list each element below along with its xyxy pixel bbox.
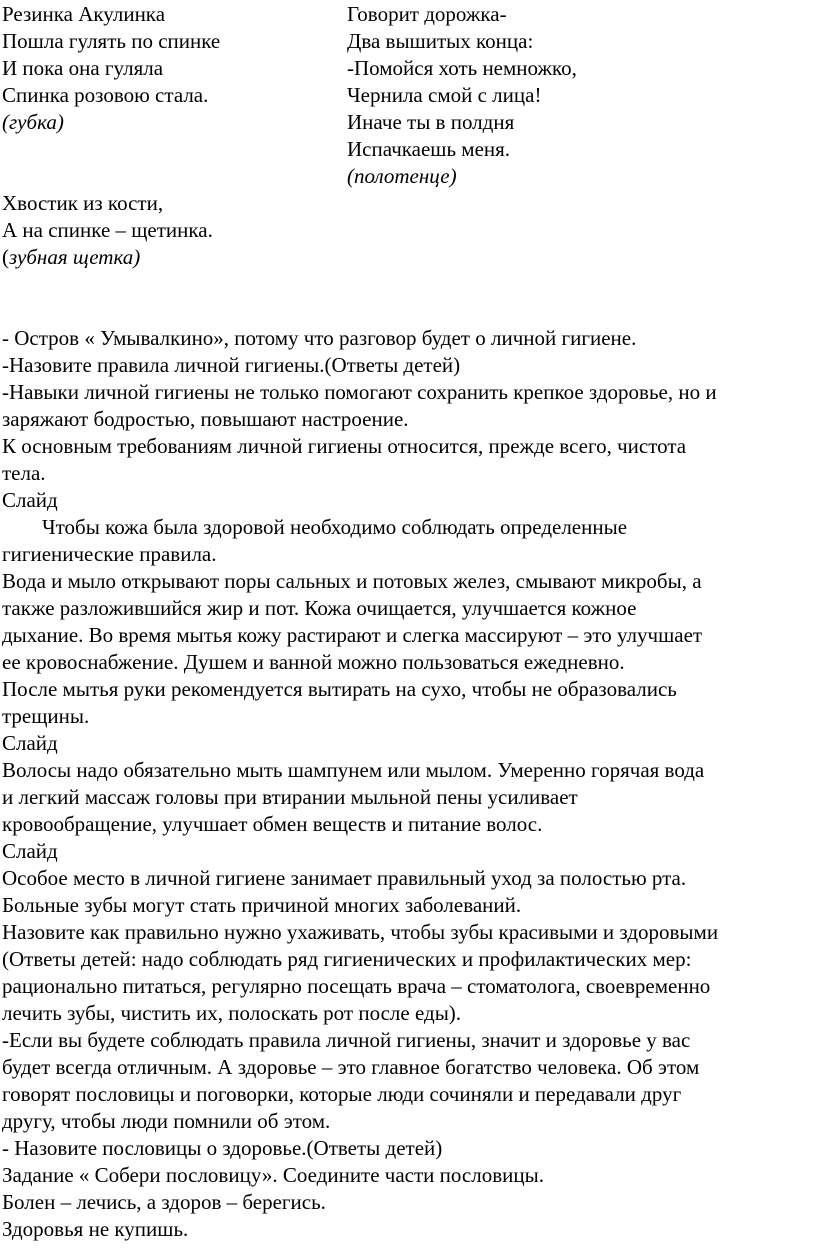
riddle-line: Иначе ты в полдня <box>347 110 515 134</box>
text-line: будет всегда отличным. А здоровье – это главное богатство человека. Об этом <box>2 1055 700 1079</box>
text-line: Волосы надо обязательно мыть шампунем или мылом. Умеренно горячая вода <box>2 758 705 782</box>
riddle-line: Хвостик из кости, <box>2 191 164 215</box>
riddle-line: Говорит дорожка- <box>347 2 507 26</box>
text-line: (Ответы детей: надо соблюдать ряд гигиенических и профилактических мер: <box>2 947 692 971</box>
riddles-right-column <box>347 1 807 190</box>
riddle-line: -Помойся хоть немножко, <box>347 56 577 80</box>
riddles-left-column <box>2 1 332 271</box>
slide-marker: Слайд <box>2 488 58 512</box>
text-line: - Остров « Умывалкино», потому что разговор будет о личной гигиене. <box>2 326 637 350</box>
text-line: и легкий массаж головы при втирании мыльной пены усиливает <box>2 785 578 809</box>
riddle-sponge <box>2 1 332 136</box>
riddle-answer: (губка) <box>2 110 64 134</box>
text-line: заряжают бодростью, повышают настроение. <box>2 407 409 431</box>
slide-marker: Слайд <box>2 731 58 755</box>
riddle-toothbrush <box>2 190 332 271</box>
text-line: После мытья руки рекомендуется вытирать на сухо, чтобы не образовались <box>2 677 677 701</box>
text-line: говорят пословицы и поговорки, которые люди сочиняли и передавали друг <box>2 1082 682 1106</box>
riddle-answer-text: зубная щетка) <box>9 245 141 269</box>
text-line: рационально питаться, регулярно посещать врача – стоматолога, своевременно <box>2 974 711 998</box>
text-line: ее кровоснабжение. Душем и ванной можно пользоваться ежедневно. <box>2 650 625 674</box>
slide-marker: Слайд <box>2 839 58 863</box>
text-line: Задание « Собери пословицу». Соедините части пословицы. <box>2 1163 544 1187</box>
riddle-line: Чернила смой с лица! <box>347 83 542 107</box>
riddle-towel <box>347 1 807 190</box>
riddle-line: Резинка Акулинка <box>2 2 166 26</box>
text-line: Больные зубы могут стать причиной многих заболеваний. <box>2 893 522 917</box>
riddle-line: И пока она гуляла <box>2 56 164 80</box>
text-line: трещины. <box>2 704 90 728</box>
riddle-answer: (полотенце) <box>347 164 457 188</box>
text-line: Назовите как правильно нужно ухаживать, чтобы зубы красивыми и здоровыми <box>2 920 719 944</box>
riddle-line: Два вышитых конца: <box>347 29 534 53</box>
text-line: другу, чтобы люди помнили об этом. <box>2 1109 331 1133</box>
text-line: дыхание. Во время мытья кожу растирают и слегка массируют – это улучшает <box>2 623 703 647</box>
text-line: -Назовите правила личной гигиены.(Ответы детей) <box>2 353 461 377</box>
text-line: кровообращение, улучшает обмен веществ и питание волос. <box>2 812 543 836</box>
text-line: лечить зубы, чистить их, полоскать рот после еды). <box>2 1001 462 1025</box>
text-line: - Назовите пословицы о здоровье.(Ответы детей) <box>2 1136 443 1160</box>
riddle-answer-paren: ( <box>2 245 9 269</box>
text-line: тела. <box>2 461 46 485</box>
text-line: К основным требованиям личной гигиены относится, прежде всего, чистота <box>2 434 687 458</box>
riddle-line: А на спинке – щетинка. <box>2 218 213 242</box>
text-line: Вода и мыло открывают поры сальных и потовых желез, смывают микробы, а <box>2 569 702 593</box>
text-line: Чтобы кожа была здоровой необходимо соблюдать определенные <box>42 515 628 539</box>
lesson-text <box>2 325 814 1243</box>
riddle-line: Пошла гулять по спинке <box>2 29 221 53</box>
text-line: -Если вы будете соблюдать правила личной гигиены, значит и здоровье у вас <box>2 1028 691 1052</box>
riddle-line: Спинка розовою стала. <box>2 83 209 107</box>
riddle-line: Испачкаешь меня. <box>347 137 511 161</box>
proverb-line: Здоровья не купишь. <box>2 1217 189 1241</box>
text-line: также разложившийся жир и пот. Кожа очищается, улучшается кожное <box>2 596 637 620</box>
text-line: гигиенические правила. <box>2 542 217 566</box>
text-line: -Навыки личной гигиены не только помогают сохранить крепкое здоровье, но и <box>2 380 717 404</box>
proverb-line: Болен – лечись, а здоров – берегись. <box>2 1190 326 1214</box>
text-line: Особое место в личной гигиене занимает правильный уход за полостью рта. <box>2 866 687 890</box>
riddle-answer <box>2 244 332 271</box>
